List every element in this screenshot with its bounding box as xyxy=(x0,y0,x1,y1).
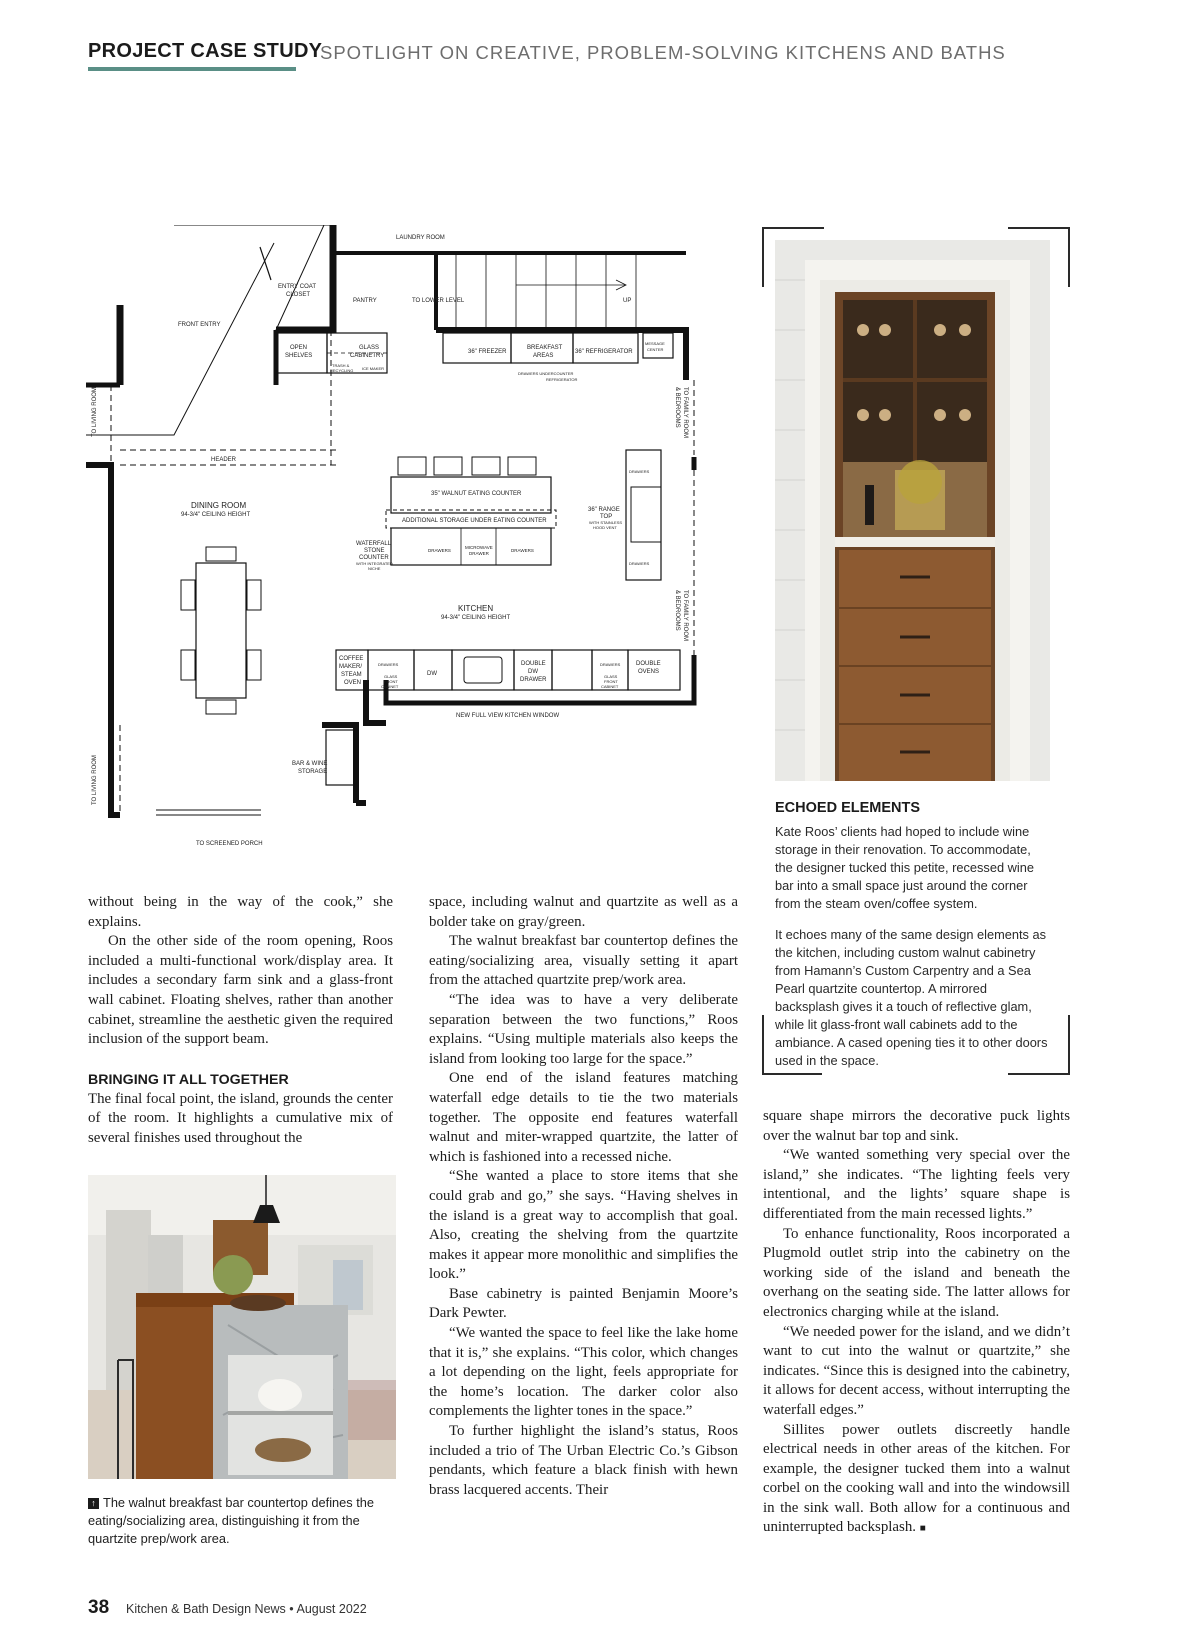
article-paragraph: On the other side of the room opening, Roos included a multi-functional work/display area. It includes a secondary farm sink and a glass-front wall cabinet. Floating shelves, rather than another cabinet, streamline the aesthetic given the required inclusion of the support beam. xyxy=(88,933,393,1048)
plan-label: WATERFALL xyxy=(356,541,392,547)
article-paragraph-text: Sillites power outlets discreetly handle electrical needs in other areas of the kitchen. For example, the designer tucked them into a walnut corbel on the cooking wall and into the windowsill in the sink wall. Both allow for a continuous and uninterrupted backsplash. xyxy=(763,1421,1070,1536)
plan-label: 35" WALNUT EATING COUNTER xyxy=(431,491,522,497)
plan-label: ADDITIONAL STORAGE UNDER EATING COUNTER xyxy=(402,518,547,524)
kitchen-island-photo xyxy=(88,1175,396,1479)
section-title: PROJECT CASE STUDY xyxy=(88,40,323,62)
plan-label: HEADER xyxy=(211,457,237,463)
plan-label: TO LIVING ROOM xyxy=(92,387,98,437)
floor-plan xyxy=(86,225,726,855)
plan-label: STONE xyxy=(364,548,385,554)
article-paragraph: To enhance functionality, Roos incorporated a Plugmold outlet strip into the cabinetry on the working side of the island and beneath the overhang on the seating side. The latter allows for electronics charging while at the island. xyxy=(763,1225,1070,1320)
plan-label: GLASS xyxy=(384,674,398,679)
plan-label: CABINET xyxy=(381,684,399,689)
plan-label: LAUNDRY ROOM xyxy=(396,235,445,241)
plan-label: DINING ROOM xyxy=(191,501,247,510)
plan-label: DW xyxy=(427,671,437,677)
article-paragraph: “She wanted a place to store items that she could grab and go,” she says. “Having shelves in the island is a great way to accomplish that goal. Also, creating the shelving from the quartzite makes it appear more monolithic and simplifies the look.” xyxy=(429,1168,738,1283)
sidebar-frame-corner xyxy=(762,1015,822,1075)
plan-label: DRAWERS xyxy=(629,561,650,566)
article-column-3 xyxy=(763,1107,1070,1539)
plan-label: MAKER/ xyxy=(339,664,363,670)
article-paragraph: The final focal point, the island, grounds the center of the room. It highlights a cumulative mix of several finishes used throughout the xyxy=(88,1090,393,1146)
plan-label: STORAGE xyxy=(298,769,328,775)
plan-label: NICHE xyxy=(368,566,381,571)
section-title-underline xyxy=(88,67,296,71)
plan-label: UP xyxy=(623,298,632,304)
plan-label: OVENS xyxy=(638,669,660,675)
plan-label: GLASS xyxy=(604,674,618,679)
plan-label: DRAWERS xyxy=(629,469,650,474)
article-paragraph: space, including walnut and quartzite as well as a bolder take on gray/green. xyxy=(429,894,738,930)
plan-label: DRAWERS xyxy=(511,548,534,553)
plan-label: CABINETRY xyxy=(350,353,385,359)
sidebar-title: ECHOED ELEMENTS xyxy=(775,800,921,816)
plan-label: 94-3/4" CEILING HEIGHT xyxy=(181,512,251,518)
sidebar-paragraph: It echoes many of the same design elements as the kitchen, including custom walnut cabinetry from Hamann’s Custom Carpentry and a Sea Pearl quartzite countertop. A mirrored backsplash gives it a touch of reflective glam, while lit glass-front wall cabinets add to the ambiance. A cased opening ties it to other doors used in the space. xyxy=(775,927,1048,1068)
article-column-1 xyxy=(88,893,393,1149)
article-paragraph: “We wanted the space to feel like the lake home that it is,” she explains. “This color, which changes a lot depending on the light, feels appropriate for the home’s location. The darker color also complements the lighter tones in the space.” xyxy=(429,1325,738,1420)
wine-bar-photo xyxy=(775,240,1050,781)
issue-date: August 2022 xyxy=(296,1602,367,1616)
plan-label: AREAS xyxy=(533,353,554,359)
plan-label: COFFEE xyxy=(339,656,364,662)
article-subheading: BRINGING IT ALL TOGETHER xyxy=(88,1071,289,1088)
article-paragraph: “We needed power for the island, and we didn’t want to cut into the walnut or quartzite,” she indicates. “Since this is designed into the cabinetry, it allows for decent access, without interrupting the waterfall edges.” xyxy=(763,1323,1070,1418)
plan-label: DOUBLE xyxy=(636,661,661,667)
plan-label: CABINET xyxy=(601,684,619,689)
section-subtitle: SPOTLIGHT ON CREATIVE, PROBLEM-SOLVING KITCHENS AND BATHS xyxy=(320,42,1006,63)
plan-label: DRAWERS UNDERCOUNTER xyxy=(518,371,574,376)
plan-label: TO LIVING ROOM xyxy=(92,755,98,805)
sidebar-frame-corner xyxy=(1008,1015,1070,1075)
plan-label: & BEDROOMS xyxy=(674,590,680,631)
plan-label: TO FAMILY ROOM xyxy=(682,590,688,642)
plan-label: TRASH & xyxy=(332,363,350,368)
plan-label: DRAWERS xyxy=(378,662,399,667)
article-paragraph: The walnut breakfast bar countertop defines the eating/socializing area, visually setting it apart from the attached quartzite prep/work area. xyxy=(429,933,738,989)
article-paragraph: square shape mirrors the decorative puck lights over the walnut bar top and sink. xyxy=(763,1108,1070,1144)
plan-label: PANTRY xyxy=(353,298,377,304)
plan-label: 94-3/4" CEILING HEIGHT xyxy=(441,615,511,621)
plan-label: TOP xyxy=(600,514,613,520)
article-paragraph: To further highlight the island’s status, Roos included a trio of The Urban Electric Co.’s Gibson pendants, which feature a black finish with hewn brass lacquered accents. Their xyxy=(429,1423,738,1498)
sidebar-paragraph: Kate Roos’ clients had hoped to include wine storage in their renovation. To accommodate, the designer tucked this petite, recessed wine bar into a small space just around the corner from the steam oven/coffee system. xyxy=(775,824,1034,911)
plan-label: ICE MAKER xyxy=(362,366,385,371)
article-paragraph: “We wanted something very special over the island,” she indicates. “The lighting feels very intentional, and the lights’ square shape is differentiated from the main recessed lights.” xyxy=(763,1147,1070,1222)
plan-label: REFRIGERATOR xyxy=(546,377,578,382)
plan-label: WITH STAINLESS xyxy=(589,520,623,525)
plan-label: TO LOWER LEVEL xyxy=(412,298,465,304)
plan-label: 36" FREEZER xyxy=(468,349,507,355)
plan-label: 36" REFRIGERATOR xyxy=(575,349,633,355)
plan-label: DOUBLE xyxy=(521,661,546,667)
plan-label: & BEDROOMS xyxy=(674,387,680,428)
plan-label: 36" RANGE xyxy=(588,507,620,513)
plan-label: TO SCREENED PORCH xyxy=(196,841,263,847)
plan-label: FRONT xyxy=(604,679,618,684)
page-number: 38 xyxy=(88,1597,110,1618)
plan-label: DRAWERS xyxy=(600,662,621,667)
plan-label: KITCHEN xyxy=(458,604,494,613)
plan-label: DRAWER xyxy=(520,677,547,683)
plan-label: WITH INTEGRATED xyxy=(356,561,393,566)
plan-label: NEW FULL VIEW KITCHEN WINDOW xyxy=(456,713,560,719)
plan-label: DW xyxy=(528,669,538,675)
plan-label: MICROWAVE xyxy=(465,545,493,550)
plan-label: HOOD VENT xyxy=(593,525,617,530)
plan-label: CLOSET xyxy=(286,292,311,298)
plan-label: GLASS xyxy=(359,345,380,351)
plan-label: CENTER xyxy=(647,347,664,352)
article-paragraph: “The idea was to have a very deliberate separation between the two functions,” Roos explains. “Using multiple materials also keeps the island from looking too large for the space.” xyxy=(429,991,738,1067)
footer-publication xyxy=(126,1602,367,1616)
plan-label: MESSAGE xyxy=(645,341,665,346)
plan-label: DRAWERS xyxy=(428,548,451,553)
plan-label: OVEN xyxy=(344,680,362,686)
article-paragraph: Base cabinetry is painted Benjamin Moore’s Dark Pewter. xyxy=(429,1285,738,1322)
end-mark-icon: ■ xyxy=(919,1523,926,1535)
publication-name: Kitchen & Bath Design News xyxy=(126,1602,286,1616)
plan-label: SHELVES xyxy=(285,353,313,359)
article-paragraph: One end of the island features matching waterfall edge details to tie the two materials together. The opposite end features waterfall walnut and miter-wrapped quartzite, the latter of which is fashioned into a recessed niche. xyxy=(429,1070,738,1165)
plan-label: BAR & WINE xyxy=(292,761,328,767)
plan-label: TO FAMILY ROOM xyxy=(682,387,688,439)
plan-label: BREAKFAST xyxy=(527,345,563,351)
footer-separator: • xyxy=(289,1602,294,1616)
plan-label: RECYCLING xyxy=(330,368,354,373)
plan-label: FRONT ENTRY xyxy=(178,322,221,328)
article-paragraph xyxy=(763,1421,1070,1540)
photo-caption xyxy=(88,1494,398,1548)
article-paragraph: without being in the way of the cook,” she explains. xyxy=(88,894,393,930)
plan-label: COUNTER xyxy=(359,555,389,561)
plan-label: OPEN xyxy=(290,345,308,351)
plan-label: STEAM xyxy=(341,672,362,678)
article-column-2 xyxy=(429,893,738,1500)
plan-label: FRONT xyxy=(384,679,398,684)
plan-label: DRAWER xyxy=(469,551,489,556)
arrow-up-icon: ↑ xyxy=(88,1498,99,1509)
photo-caption-text: The walnut breakfast bar countertop defines the eating/socializing area, distinguishing it from the quartzite prep/work area. xyxy=(88,1495,375,1546)
plan-label: ENTRY COAT xyxy=(278,284,317,290)
